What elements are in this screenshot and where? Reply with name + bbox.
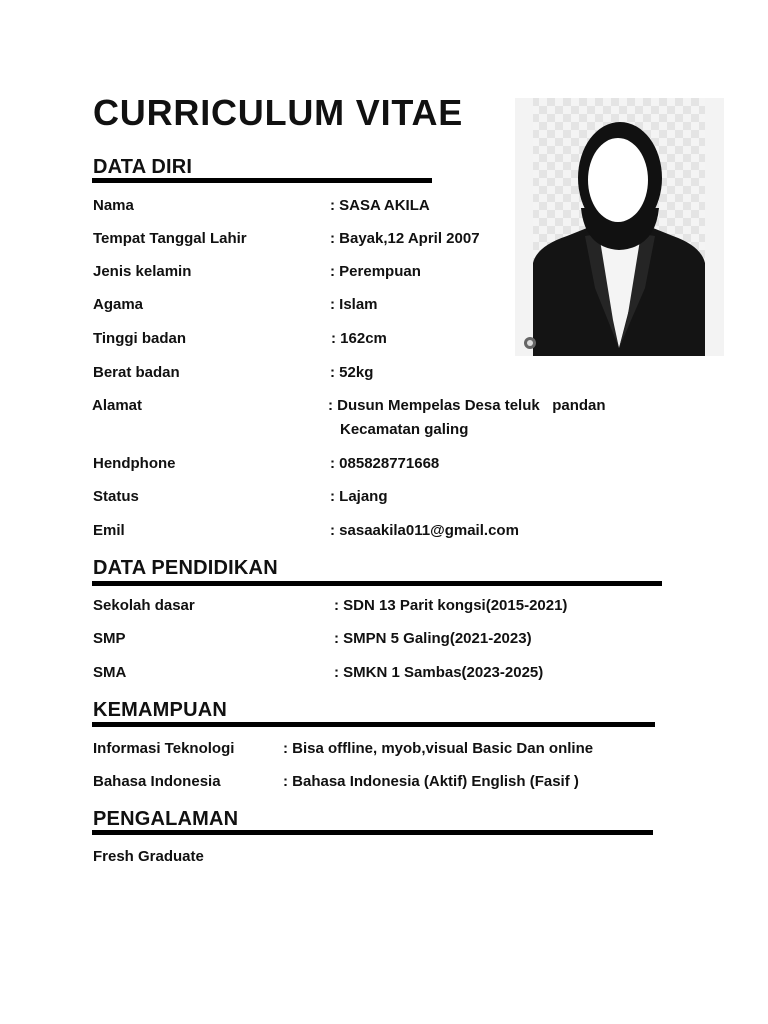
document-title: CURRICULUM VITAE	[93, 92, 464, 133]
field-value: : 162cm	[331, 330, 387, 347]
field-label: Nama	[93, 197, 134, 214]
field-status	[93, 487, 388, 507]
field-value-line2: Kecamatan galing	[340, 421, 469, 438]
field-value: : SMKN 1 Sambas(2023-2025)	[334, 664, 544, 681]
field-value: : SASA AKILA	[330, 197, 430, 214]
profile-photo	[515, 98, 724, 356]
field-label: Status	[93, 488, 139, 505]
field-value: : Bayak,12 April 2007	[330, 230, 480, 247]
field-label: Jenis kelamin	[93, 263, 192, 280]
field-value: : Bahasa Indonesia (Aktif) English (Fasif )	[283, 773, 579, 790]
field-label: Bahasa Indonesia	[93, 773, 221, 790]
field-alamat	[92, 396, 606, 438]
field-bahasa	[93, 772, 579, 792]
field-label: Hendphone	[93, 455, 176, 472]
field-value: : Bisa offline, myob,visual Basic Dan online	[283, 740, 594, 757]
field-label: Berat badan	[93, 364, 180, 381]
experience-text: Fresh Graduate	[93, 848, 204, 865]
field-tinggi-badan	[93, 329, 387, 349]
section-title-pengalaman: PENGALAMAN	[93, 808, 239, 830]
field-smp	[93, 629, 532, 649]
section-divider	[92, 830, 653, 835]
field-jenis-kelamin	[93, 262, 421, 282]
field-value: : sasaakila011@gmail.com	[330, 522, 519, 539]
field-label: Alamat	[92, 397, 143, 414]
field-tempat-tanggal-lahir	[93, 229, 480, 249]
field-informasi-teknologi	[93, 739, 594, 759]
field-sma	[93, 663, 544, 683]
section-title-data-pendidikan: DATA PENDIDIKAN	[93, 557, 278, 579]
field-value: : SMPN 5 Galing(2021-2023)	[334, 630, 532, 647]
person-in-hijab-photo-icon	[515, 98, 724, 356]
field-label: Emil	[93, 522, 125, 539]
field-agama	[93, 295, 378, 315]
field-value: : Perempuan	[330, 263, 421, 280]
field-label: SMA	[93, 664, 127, 681]
field-nama	[93, 196, 430, 216]
field-label: Tempat Tanggal Lahir	[93, 230, 247, 247]
field-label: Agama	[93, 296, 144, 313]
section-title-kemampuan: KEMAMPUAN	[93, 699, 228, 721]
field-sekolah-dasar	[93, 596, 568, 616]
section-title-data-diri: DATA DIRI	[93, 156, 193, 178]
field-hendphone	[93, 454, 440, 474]
field-value: : 085828771668	[330, 455, 440, 472]
field-value: : 52kg	[330, 364, 374, 381]
field-email	[93, 521, 519, 541]
field-label: Informasi Teknologi	[93, 740, 235, 757]
section-divider	[92, 581, 662, 586]
field-label: SMP	[93, 630, 126, 647]
field-berat-badan	[93, 363, 374, 383]
section-divider	[92, 722, 655, 727]
field-value: : Lajang	[330, 488, 388, 505]
field-label: Tinggi badan	[93, 330, 187, 347]
field-label: Sekolah dasar	[93, 597, 195, 614]
field-value: : SDN 13 Parit kongsi(2015-2021)	[334, 597, 568, 614]
field-value: : Dusun Mempelas Desa teluk pandan	[328, 397, 606, 414]
section-divider	[92, 178, 432, 183]
field-value: : Islam	[330, 296, 378, 313]
